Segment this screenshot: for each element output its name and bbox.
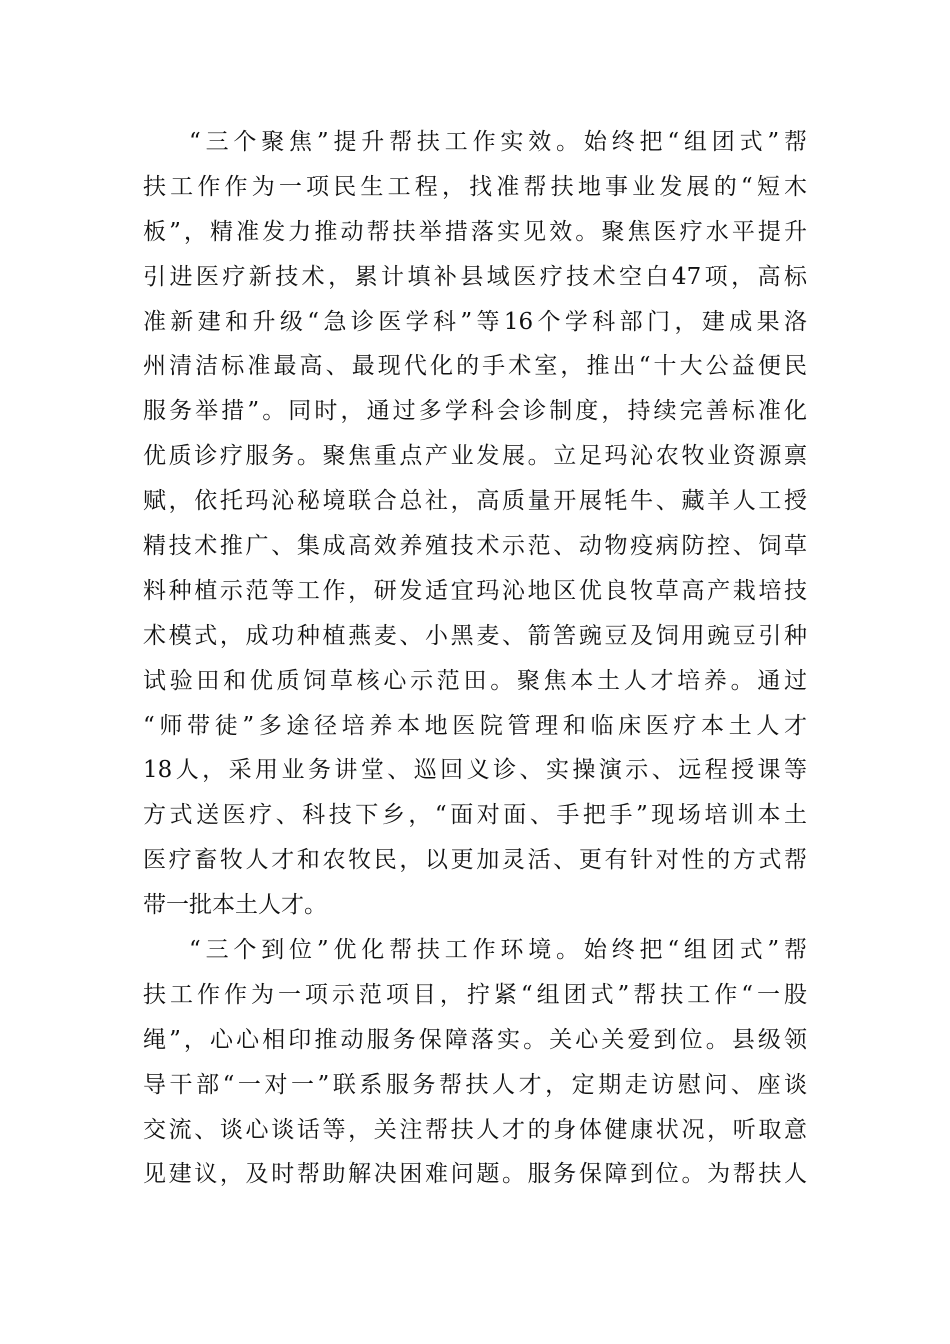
text-line: 带一批本土人才。 (143, 892, 327, 919)
text-line: 服务举措”。同时，通过多学科会诊制度，持续完善标准化 (143, 398, 807, 425)
text-line: 扶工作作为一项民生工程，找准帮扶地事业发展的“短木 (143, 173, 807, 200)
text-line: 赋，依托玛沁秘境联合总社，高质量开展牦牛、藏羊人工授 (143, 488, 807, 515)
text-line: 优质诊疗服务。聚焦重点产业发展。立足玛沁农牧业资源禀 (143, 443, 807, 470)
text-line: 引进医疗新技术，累计填补县域医疗技术空白47项，高标 (143, 263, 807, 290)
text-line: 扶工作作为一项示范项目，拧紧“组团式”帮扶工作“一股 (143, 981, 807, 1008)
text-line: 板”，精准发力推动帮扶举措落实见效。聚焦医疗水平提升 (143, 218, 807, 245)
text-line: 见建议，及时帮助解决困难问题。服务保障到位。为帮扶人 (143, 1161, 807, 1188)
text-line: 料种植示范等工作，研发适宜玛沁地区优良牧草高产栽培技 (143, 577, 807, 604)
text-line: 医疗畜牧人才和农牧民，以更加灵活、更有针对性的方式帮 (143, 847, 807, 874)
text-line: 导干部“一对一”联系服务帮扶人才，定期走访慰问、座谈 (143, 1071, 807, 1098)
text-line: 绳”，心心相印推动服务保障落实。关心关爱到位。县级领 (143, 1026, 807, 1053)
text-line: 方式送医疗、科技下乡，“面对面、手把手”现场培训本土 (143, 802, 807, 829)
text-line: 术模式，成功种植燕麦、小黑麦、箭筈豌豆及饲用豌豆引种 (143, 622, 807, 649)
text-line: “师带徒”多途径培养本地医院管理和临床医疗本土人才 (143, 712, 807, 739)
text-line: 精技术推广、集成高效养殖技术示范、动物疫病防控、饲草 (143, 533, 807, 560)
paragraph-2 (143, 928, 807, 1197)
text-line: “三个聚焦”提升帮扶工作实效。始终把“组团式”帮 (189, 129, 807, 155)
text-line: 准新建和升级“急诊医学科”等16个学科部门，建成果洛 (143, 308, 807, 335)
text-line: “三个到位”优化帮扶工作环境。始终把“组团式”帮 (189, 937, 807, 964)
text-line: 18人，采用业务讲堂、巡回义诊、实操演示、远程授课等 (143, 757, 807, 784)
document-body (143, 120, 807, 1197)
paragraph-1 (143, 120, 807, 928)
text-line: 州清洁标准最高、最现代化的手术室，推出“十大公益便民 (143, 353, 807, 380)
text-line: 交流、谈心谈话等，关注帮扶人才的身体健康状况，听取意 (143, 1116, 807, 1143)
text-line: 试验田和优质饲草核心示范田。聚焦本土人才培养。通过 (143, 667, 807, 694)
